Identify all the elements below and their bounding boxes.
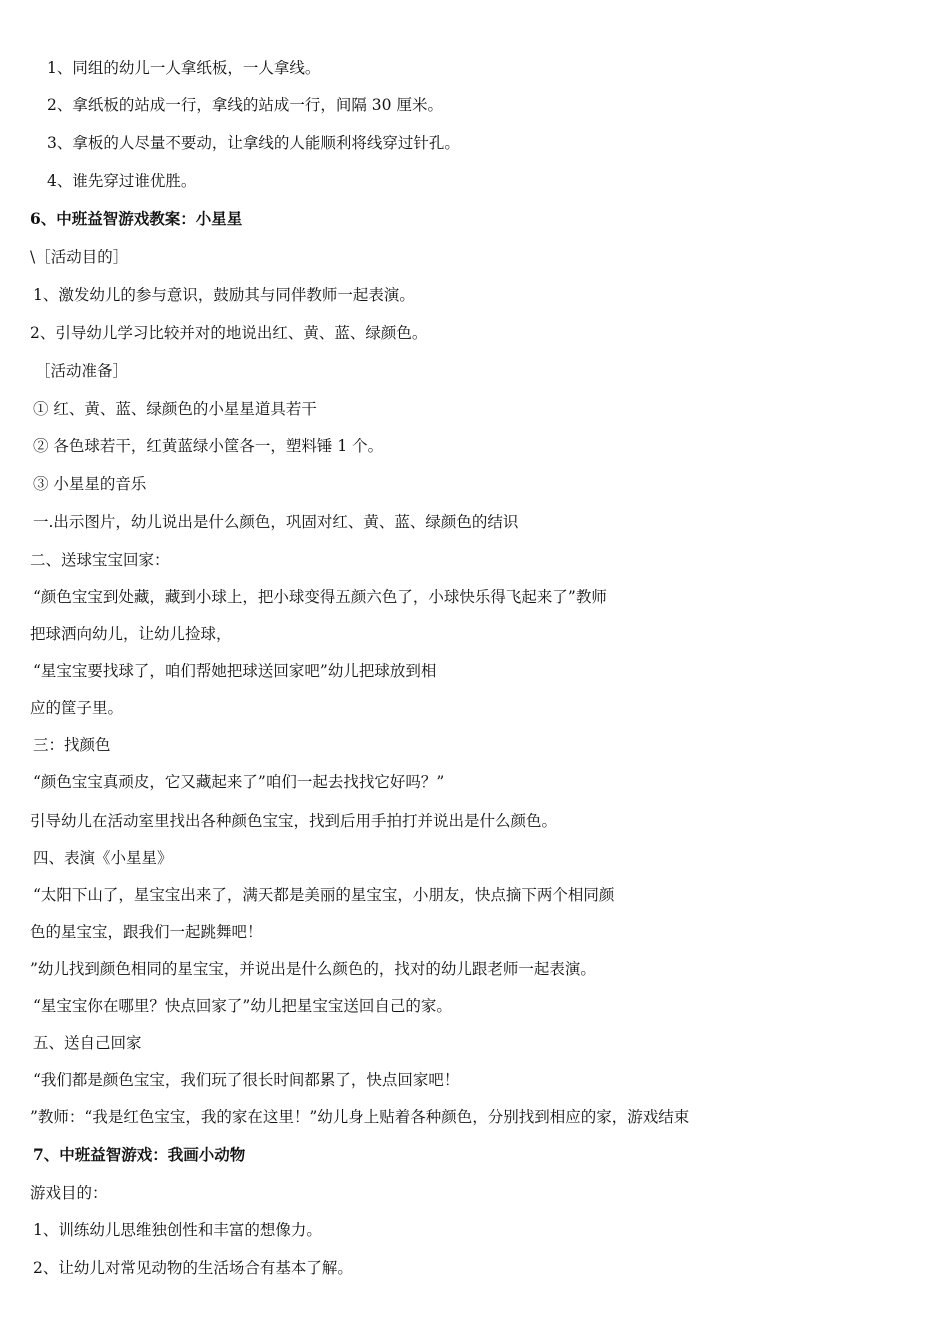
paragraph: 二、送球宝宝回家： xyxy=(30,551,170,569)
subsection-label: ［活动准备］ xyxy=(35,362,129,380)
paragraph: 把球洒向幼儿，让幼儿捡球， xyxy=(30,625,232,643)
paragraph: “颜色宝宝真顽皮，它又藏起来了”咱们一起去找找它好吗？” xyxy=(33,773,445,791)
paragraph: 三：找颜色 xyxy=(33,736,111,754)
paragraph: “星宝宝你在哪里？快点回家了”幼儿把星宝宝送回自己的家。 xyxy=(33,997,452,1015)
list-item: ② 各色球若干，红黄蓝绿小筐各一，塑料锤 1 个。 xyxy=(33,437,384,455)
paragraph: “星宝宝要找球了，咱们帮她把球送回家吧”幼儿把球放到相 xyxy=(33,662,437,680)
paragraph: “颜色宝宝到处藏，藏到小球上，把小球变得五颜六色了，小球快乐得飞起来了”教师 xyxy=(33,588,607,606)
list-item: 2、让幼儿对常见动物的生活场合有基本了解。 xyxy=(33,1259,353,1277)
paragraph: 一.出示图片，幼儿说出是什么颜色，巩固对红、黄、蓝、绿颜色的结识 xyxy=(33,513,519,531)
paragraph: 色的星宝宝，跟我们一起跳舞吧！ xyxy=(30,923,263,941)
paragraph: ”幼儿找到颜色相同的星宝宝，并说出是什么颜色的，找对的幼儿跟老师一起表演。 xyxy=(30,960,596,978)
list-item: ① 红、黄、蓝、绿颜色的小星星道具若干 xyxy=(33,400,317,418)
section-heading: 6、中班益智游戏教案：小星星 xyxy=(30,209,243,228)
list-item: 4、谁先穿过谁优胜。 xyxy=(47,172,197,190)
list-item: 2、拿纸板的站成一行，拿线的站成一行，间隔 30 厘米。 xyxy=(47,96,443,114)
list-item: 1、同组的幼儿一人拿纸板，一人拿线。 xyxy=(47,59,321,77)
list-item: 1、激发幼儿的参与意识，鼓励其与同伴教师一起表演。 xyxy=(33,286,415,304)
paragraph: 引导幼儿在活动室里找出各种颜色宝宝，找到后用手拍打并说出是什么颜色。 xyxy=(30,812,558,830)
list-item: 2、引导幼儿学习比较并对的地说出红、黄、蓝、绿颜色。 xyxy=(30,324,428,342)
paragraph: 五、送自己回家 xyxy=(33,1034,142,1052)
list-item: 3、拿板的人尽量不要动，让拿线的人能顺利将线穿过针孔。 xyxy=(47,134,460,152)
subsection-label: \［活动目的］ xyxy=(30,248,129,266)
paragraph: “太阳下山了，星宝宝出来了，满天都是美丽的星宝宝，小朋友，快点摘下两个相同颜 xyxy=(33,886,615,904)
subsection-label: 游戏目的： xyxy=(30,1184,108,1202)
paragraph: 四、表演《小星星》 xyxy=(33,849,173,867)
list-item: 1、训练幼儿思维独创性和丰富的想像力。 xyxy=(33,1221,322,1239)
paragraph: ”教师：“我是红色宝宝，我的家在这里！”幼儿身上贴着各种颜色，分别找到相应的家，游戏结束 xyxy=(30,1108,690,1126)
paragraph: “我们都是颜色宝宝，我们玩了很长时间都累了，快点回家吧！ xyxy=(33,1071,460,1089)
paragraph: 应的筐子里。 xyxy=(30,699,124,717)
list-item: ③ 小星星的音乐 xyxy=(33,475,147,493)
section-heading: 7、中班益智游戏：我画小动物 xyxy=(33,1145,246,1164)
